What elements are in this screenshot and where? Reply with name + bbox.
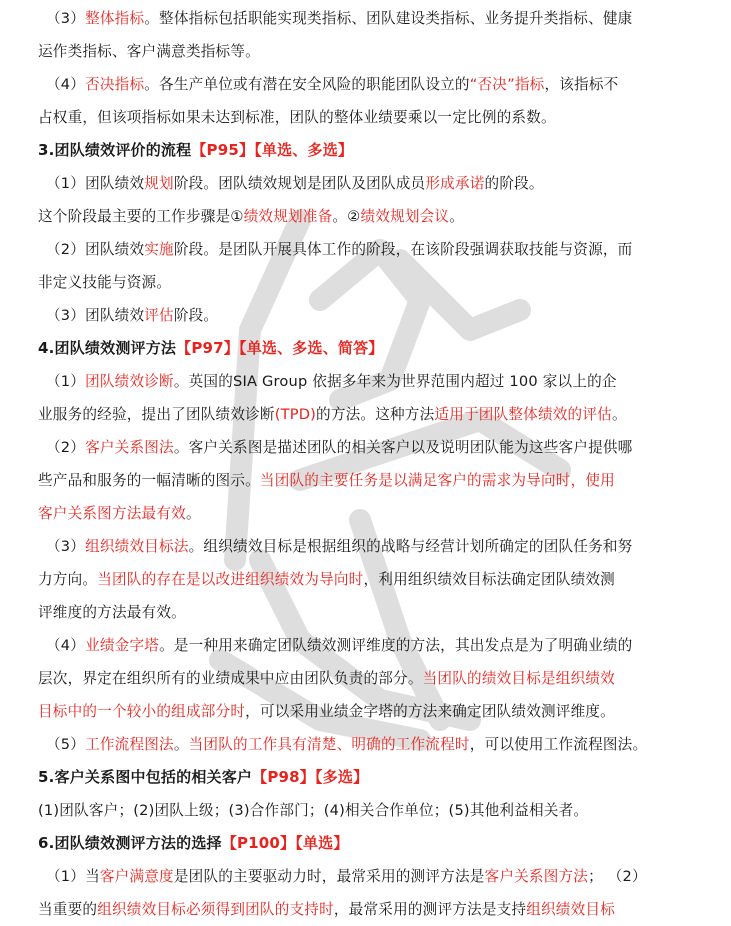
text-line bbox=[38, 266, 171, 299]
text-segment: （3） bbox=[46, 538, 86, 555]
highlight-text: 适用于团队整体绩效的评估 bbox=[434, 406, 612, 423]
highlight-text: 整体指标 bbox=[85, 10, 145, 27]
text-line bbox=[46, 365, 617, 398]
text-segment: (1)团队客户；(2)团队上级；(3)合作部门；(4)相关合作单位；(5)其他利益相关者。 bbox=[38, 802, 589, 819]
text-line bbox=[46, 629, 632, 662]
text-segment: 。 bbox=[611, 406, 627, 423]
text-line bbox=[38, 398, 627, 431]
text-segment: 阶段。是团队开展具体工作的阶段，在该阶段强调获取技能与资源，而 bbox=[173, 241, 633, 258]
text-segment: （4） bbox=[46, 637, 86, 654]
text-segment: 。 bbox=[173, 736, 189, 753]
text-line bbox=[38, 35, 260, 68]
text-segment: 。英国的SIA Group 依据多年来为世界范围内超过 100 家以上的企 bbox=[173, 373, 617, 390]
text-segment: 这个阶段最主要的工作步骤是① bbox=[38, 208, 244, 225]
highlight-text: 团队绩效诊断 bbox=[85, 373, 174, 390]
text-line bbox=[46, 530, 632, 563]
highlight-text: 当团队的绩效目标是组织绩效 bbox=[422, 670, 615, 687]
text-segment: 阶段。 bbox=[173, 307, 219, 324]
text-segment: 非定义技能与资源。 bbox=[38, 274, 172, 291]
highlight-text: 当团队的工作具有清楚、明确的工作流程时 bbox=[188, 736, 470, 753]
text-segment: 评维度的方法最有效。 bbox=[38, 604, 186, 621]
highlight-text: 客户关系图法 bbox=[85, 439, 174, 456]
highlight-text: 形成承诺 bbox=[425, 175, 485, 192]
highlight-text: 【P95】【单选、多选】 bbox=[191, 141, 354, 159]
text-segment: 。客户关系图是描述团队的相关客户以及说明团队能为这些客户提供哪 bbox=[173, 439, 633, 456]
text-line bbox=[46, 233, 632, 266]
text-segment: （1）团队绩效 bbox=[46, 175, 145, 192]
text-segment: 阶段。团队绩效规划是团队及团队成员 bbox=[173, 175, 426, 192]
highlight-text: 组织绩效目标法 bbox=[85, 538, 189, 555]
text-segment: ，可以采用业绩金字塔的方法来确定团队绩效测评维度。 bbox=[245, 703, 615, 720]
section-heading bbox=[38, 332, 384, 365]
highlight-text: 规划 bbox=[144, 175, 174, 192]
highlight-text: 评估 bbox=[144, 307, 174, 324]
highlight-text: 客户关系图方法最有效 bbox=[38, 505, 186, 522]
text-segment: ，最常采用的测评方法是支持 bbox=[333, 901, 527, 918]
text-segment: ，可以使用工作流程图法。 bbox=[469, 736, 648, 753]
text-segment: （3） bbox=[46, 10, 86, 27]
text-segment: 。是一种用来确定团队绩效测评维度的方法，其出发点是为了明确业绩的 bbox=[159, 637, 633, 654]
text-line bbox=[46, 2, 632, 35]
highlight-text: 当团队的存在是以改进组织绩效为导向时 bbox=[97, 571, 364, 588]
text-segment: 的阶段。 bbox=[484, 175, 544, 192]
text-segment: ； （2） bbox=[588, 868, 647, 885]
text-segment: （2） bbox=[46, 439, 86, 456]
highlight-text: 客户满意度 bbox=[99, 868, 174, 885]
text-line bbox=[38, 662, 615, 695]
text-line bbox=[38, 563, 615, 596]
text-segment: ，该指标不 bbox=[544, 76, 619, 93]
highlight-text: 目标中的一个较小的组成部分时 bbox=[38, 703, 246, 720]
highlight-text: 实施 bbox=[144, 241, 174, 258]
text-segment: 5.客户关系图中包括的相关客户 bbox=[38, 768, 253, 786]
highlight-text: 否决指标 bbox=[85, 76, 145, 93]
text-segment: 力方向。 bbox=[38, 571, 98, 588]
highlight-text: 组织绩效目标必须得到团队的支持时 bbox=[97, 901, 334, 918]
text-segment: （3）团队绩效 bbox=[46, 307, 145, 324]
text-segment: 占权重，但该项指标如果未达到标准，团队的整体业绩要乘以一定比例的系数。 bbox=[38, 109, 556, 126]
text-line bbox=[38, 695, 615, 728]
text-line bbox=[38, 596, 186, 629]
text-segment: 的方法。这种方法 bbox=[316, 406, 435, 423]
text-line bbox=[38, 497, 201, 530]
text-segment: 当重要的 bbox=[38, 901, 98, 918]
text-line bbox=[38, 464, 615, 497]
text-line bbox=[38, 200, 464, 233]
section-heading bbox=[38, 134, 353, 167]
text-segment: （1）当 bbox=[46, 868, 100, 885]
text-line bbox=[46, 299, 218, 332]
highlight-text: 【P100】【单选】 bbox=[221, 834, 349, 852]
section-heading bbox=[38, 761, 368, 794]
text-line bbox=[46, 167, 544, 200]
text-segment: （1） bbox=[46, 373, 86, 390]
text-segment: 些产品和服务的一幅清晰的图示。 bbox=[38, 472, 260, 489]
text-segment: 6.团队绩效测评方法的选择 bbox=[38, 834, 222, 852]
text-segment: （2）团队绩效 bbox=[46, 241, 145, 258]
highlight-text: (TPD) bbox=[274, 406, 317, 423]
text-segment: （4） bbox=[46, 76, 86, 93]
highlight-text: 【P97】【单选、多选、简答】 bbox=[176, 339, 384, 357]
text-segment: 。整体指标包括职能实现类指标、团队建设类指标、业务提升类指标、健康 bbox=[144, 10, 633, 27]
highlight-text: 组织绩效目标 bbox=[526, 901, 615, 918]
text-segment: 。② bbox=[332, 208, 361, 225]
text-segment: （5） bbox=[46, 736, 86, 753]
highlight-text: 绩效规划会议 bbox=[360, 208, 450, 225]
highlight-text: 当团队的主要任务是以满足客户的需求为导向时，使用 bbox=[259, 472, 615, 489]
text-segment: 层次，界定在组织所有的业绩成果中应由团队负责的部分。 bbox=[38, 670, 423, 687]
highlight-text: 工作流程图法 bbox=[85, 736, 174, 753]
highlight-text: 业绩金字塔 bbox=[85, 637, 160, 654]
highlight-text: 绩效规划准备 bbox=[243, 208, 333, 225]
text-segment: ，利用组织绩效目标法确定团队绩效测 bbox=[363, 571, 615, 588]
text-line bbox=[46, 68, 618, 101]
text-line bbox=[46, 431, 632, 464]
text-segment: 4.团队绩效测评方法 bbox=[38, 339, 177, 357]
text-line bbox=[46, 860, 647, 893]
text-segment: 。组织绩效目标是根据组织的战略与经营计划所确定的团队任务和努 bbox=[188, 538, 633, 555]
text-line bbox=[38, 101, 556, 134]
text-segment: 。各生产单位或有潜在安全风险的职能团队设立的 bbox=[144, 76, 470, 93]
highlight-text: 【P98】【多选】 bbox=[252, 768, 369, 786]
text-segment: 运作类指标、客户满意类指标等。 bbox=[38, 43, 260, 60]
text-segment: 3.团队绩效评价的流程 bbox=[38, 141, 192, 159]
text-segment: 业服务的经验，提出了团队绩效诊断 bbox=[38, 406, 275, 423]
highlight-text: 客户关系图方法 bbox=[484, 868, 589, 885]
text-line bbox=[46, 728, 647, 761]
text-line bbox=[38, 794, 588, 827]
section-heading bbox=[38, 827, 349, 860]
text-segment: 。 bbox=[185, 505, 201, 522]
highlight-text: “否决”指标 bbox=[469, 76, 545, 93]
text-segment: 是团队的主要驱动力时，最常采用的测评方法是 bbox=[173, 868, 485, 885]
text-segment: 。 bbox=[449, 208, 465, 225]
